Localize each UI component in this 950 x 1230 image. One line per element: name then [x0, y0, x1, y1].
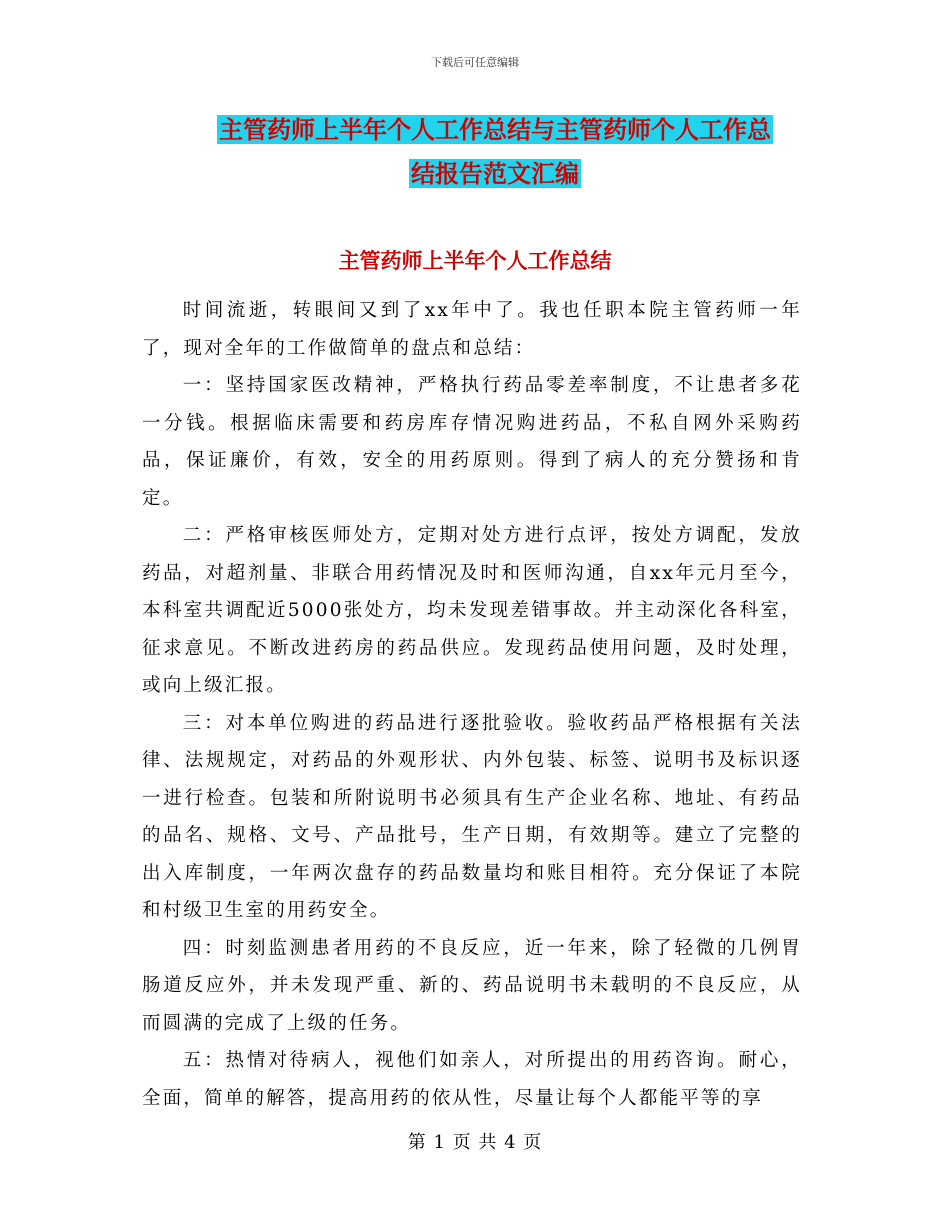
section-heading: 主管药师上半年个人工作总结 — [338, 248, 612, 273]
page-footer: 第 1 页 共 4 页 — [407, 1132, 543, 1153]
body-text — [142, 292, 802, 1117]
header-note: 下载后可任意编辑 — [431, 56, 519, 69]
document-title-line-2 — [175, 148, 815, 200]
paragraph-2: 二：严格审核医师处方，定期对处方进行点评，按处方调配，发放药品，对超剂量、非联合用药情况及时和医师沟通，自xx年元月至今，本科室共调配近5000张处方，均未发现差错事故。并主动深化各科室，征求意见。不断改进药房的药品供应。发现药品使用问题，及时处理，或向上级汇报。 — [142, 525, 802, 696]
paragraph-intro: 时间流逝，转眼间又到了xx年中了。我也任职本院主管药师一年了，现对全年的工作做简单的盘点和总结： — [142, 300, 802, 359]
paragraph-4: 四：时刻监测患者用药的不良反应，近一年来，除了轻微的几例胃肠道反应外，并未发现严重、新的、药品说明书未载明的不良反应，从而圆满的完成了上级的任务。 — [142, 937, 802, 1034]
document-title-text-1: 主管药师上半年个人工作总结与主管药师个人工作总 — [219, 115, 771, 144]
paragraph-5: 五：热情对待病人，视他们如亲人，对所提出的用药咨询。耐心，全面，简单的解答，提高用药的依从性，尽量让每个人都能平等的享 — [142, 1050, 802, 1109]
paragraph-3: 三：对本单位购进的药品进行逐批验收。验收药品严格根据有关法律、法规规定，对药品的外观形状、内外包装、标签、说明书及标识逐一进行检查。包装和所附说明书必须具有生产企业名称、地址、有药品的品名、规格、文号、产品批号，生产日期，有效期等。建立了完整的出入库制度，一年两次盘存的药品数量均和账目相符。充分保证了本院和村级卫生室的用药安全。 — [142, 712, 802, 921]
document-title-text-2: 结报告范文汇编 — [411, 159, 579, 188]
paragraph-1: 一：坚持国家医改精神，严格执行药品零差率制度，不让患者多花一分钱。根据临床需要和药房库存情况购进药品，不私自网外采购药品，保证廉价，有效，安全的用药原则。得到了病人的充分赞扬和肯定。 — [142, 375, 802, 509]
